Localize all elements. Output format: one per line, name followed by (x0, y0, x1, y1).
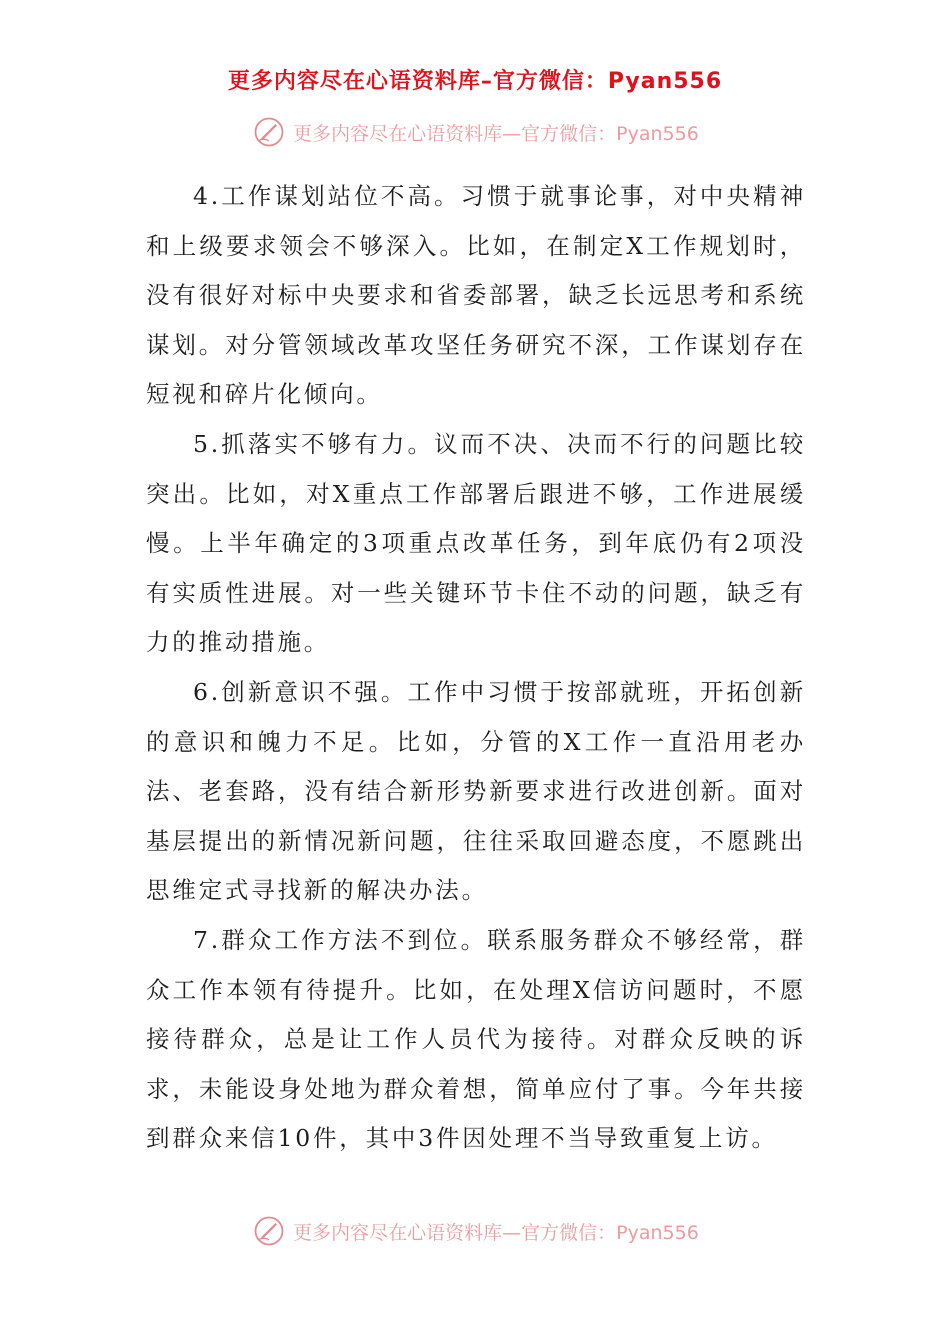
paragraph-7: 7.群众工作方法不到位。联系服务群众不够经常，群众工作本领有待提升。比如，在处理X信访问题时，不愿接待群众，总是让工作人员代为接待。对群众反映的诉求，未能设身处地为群众着想，简单应付了事。今年共接到群众来信10件，其中3件因处理不当导致重复上访。 (146, 925, 806, 1153)
top-banner: 更多内容尽在心语资料库–官方微信：Pyan556 (227, 69, 723, 94)
document-body (146, 172, 806, 1164)
watermark-top (0, 114, 950, 150)
paragraph-5: 5.抓落实不够有力。议而不决、决而不行的问题比较突出。比如，对X重点工作部署后跟进不够，工作进展缓慢。上半年确定的3项重点改革任务，到年底仍有2项没有实质性进展。对一些关键环节卡住不动的问题，缺乏有力的推动措施。 (146, 429, 806, 657)
paragraph-4: 4.工作谋划站位不高。习惯于就事论事，对中央精神和上级要求领会不够深入。比如，在制定X工作规划时，没有很好对标中央要求和省委部署，缺乏长远思考和系统谋划。对分管领域改革攻坚任务研究不深，工作谋划存在短视和碎片化倾向。 (146, 182, 806, 409)
pen-logo-icon (251, 1213, 287, 1249)
watermark-text: 更多内容尽在心语资料库—官方微信：Pyan556 (293, 122, 699, 145)
paragraph-6: 6.创新意识不强。工作中习惯于按部就班，开拓创新的意识和魄力不足。比如，分管的X工作一直沿用老办法、老套路，没有结合新形势新要求进行改进创新。面对基层提出的新情况新问题，往往采取回避态度，不愿跳出思维定式寻找新的解决办法。 (146, 677, 806, 905)
pen-logo-icon (251, 114, 287, 150)
watermark-bottom (0, 1213, 950, 1249)
watermark-text: 更多内容尽在心语资料库—官方微信：Pyan556 (293, 1221, 699, 1244)
